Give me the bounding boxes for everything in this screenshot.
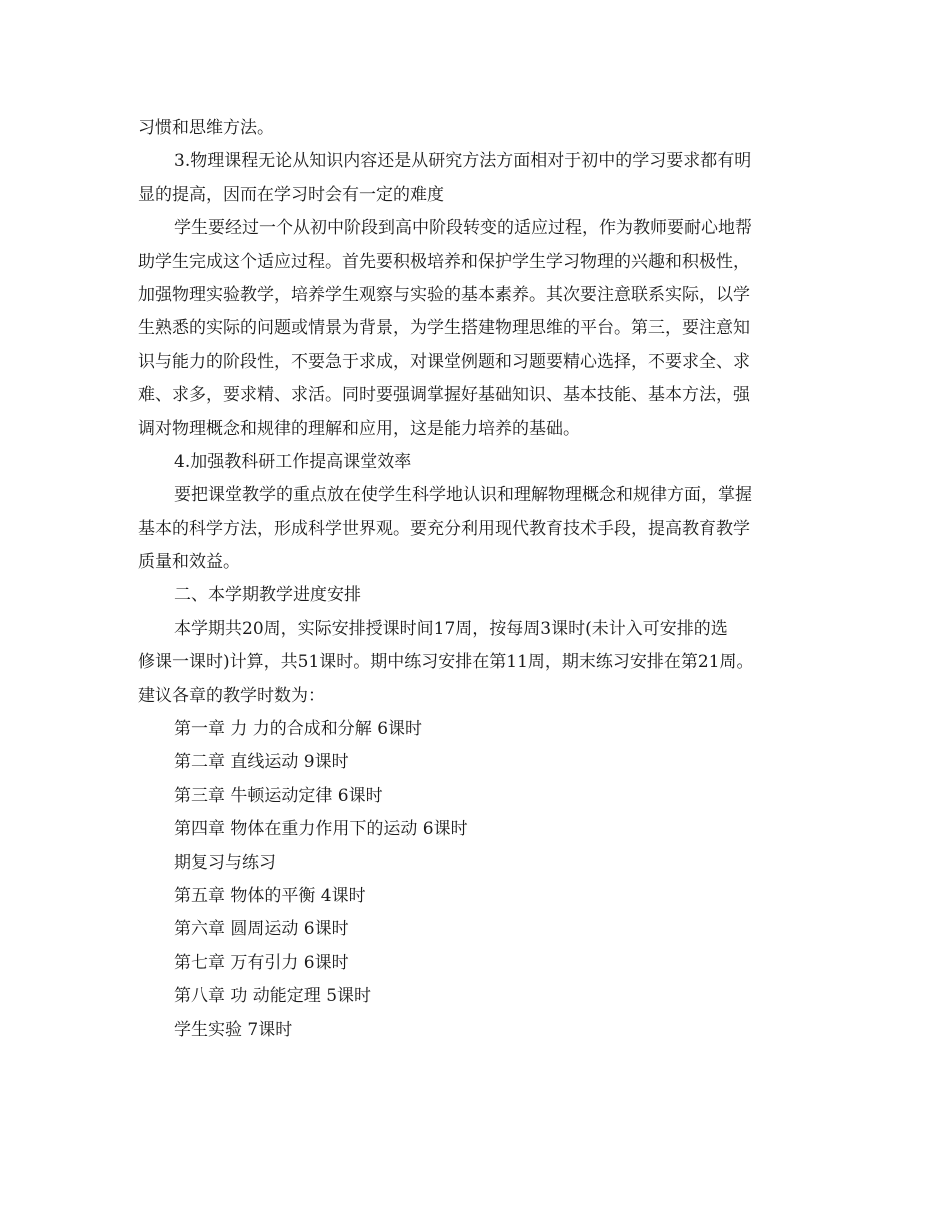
schedule-item: 第二章 直线运动 9课时	[174, 752, 349, 773]
body-text	[138, 112, 828, 713]
schedule-item: 第五章 物体的平衡 4课时	[174, 885, 366, 906]
text-line: 显的提高，因而在学习时会有一定的难度	[138, 184, 444, 205]
schedule-item: 第四章 物体在重力作用下的运动 6课时	[174, 819, 468, 840]
text-line: 基本的科学方法，形成科学世界观。要充分利用现代教育技术手段，提高教育教学	[138, 518, 750, 539]
text-line: 建议各章的教学时数为：	[138, 685, 325, 706]
schedule-item: 第七章 万有引力 6课时	[174, 952, 349, 973]
schedule-item: 学生实验 7课时	[174, 1019, 293, 1040]
text-line: 要把课堂教学的重点放在使学生科学地认识和理解物理概念和规律方面，掌握	[174, 485, 752, 506]
text-line: 修课一课时)计算，共51课时。期中练习安排在第11周，期末练习安排在第21周。	[138, 652, 754, 673]
text-line: 生熟悉的实际的问题或情景为背景，为学生搭建物理思维的平台。第三，要注意知	[138, 318, 750, 339]
text-line: 调对物理概念和规律的理解和应用，这是能力培养的基础。	[138, 418, 580, 439]
schedule-item: 第一章 力 力的合成和分解 6课时	[174, 719, 423, 740]
section-heading: 4.加强教科研工作提高课堂效率	[174, 451, 412, 472]
text-line: 本学期共20周，实际安排授课时间17周，按每周3课时(未计入可安排的选	[174, 618, 728, 639]
schedule-item: 期复习与练习	[174, 852, 276, 873]
schedule-list	[138, 713, 828, 1047]
section-heading: 二、本学期教学进度安排	[174, 585, 361, 606]
text-line: 习惯和思维方法。	[138, 118, 274, 138]
document-page	[138, 112, 828, 1047]
text-line: 质量和效益。	[138, 552, 240, 573]
text-line: 难、求多，要求精、求活。同时要强调掌握好基础知识、基本技能、基本方法，强	[138, 385, 750, 406]
text-line: 3.物理课程无论从知识内容还是从研究方法方面相对于初中的学习要求都有明	[174, 151, 752, 172]
text-line: 识与能力的阶段性，不要急于求成，对课堂例题和习题要精心选择，不要求全、求	[138, 351, 750, 372]
text-line: 助学生完成这个适应过程。首先要积极培养和保护学生学习物理的兴趣和积极性，	[138, 251, 750, 272]
text-line: 学生要经过一个从初中阶段到高中阶段转变的适应过程，作为教师要耐心地帮	[174, 218, 752, 239]
schedule-item: 第八章 功 动能定理 5课时	[174, 986, 372, 1007]
schedule-item: 第六章 圆周运动 6课时	[174, 919, 349, 940]
schedule-item: 第三章 牛顿运动定律 6课时	[174, 785, 383, 806]
text-line: 加强物理实验教学，培养学生观察与实验的基本素养。其次要注意联系实际，以学	[138, 284, 750, 305]
